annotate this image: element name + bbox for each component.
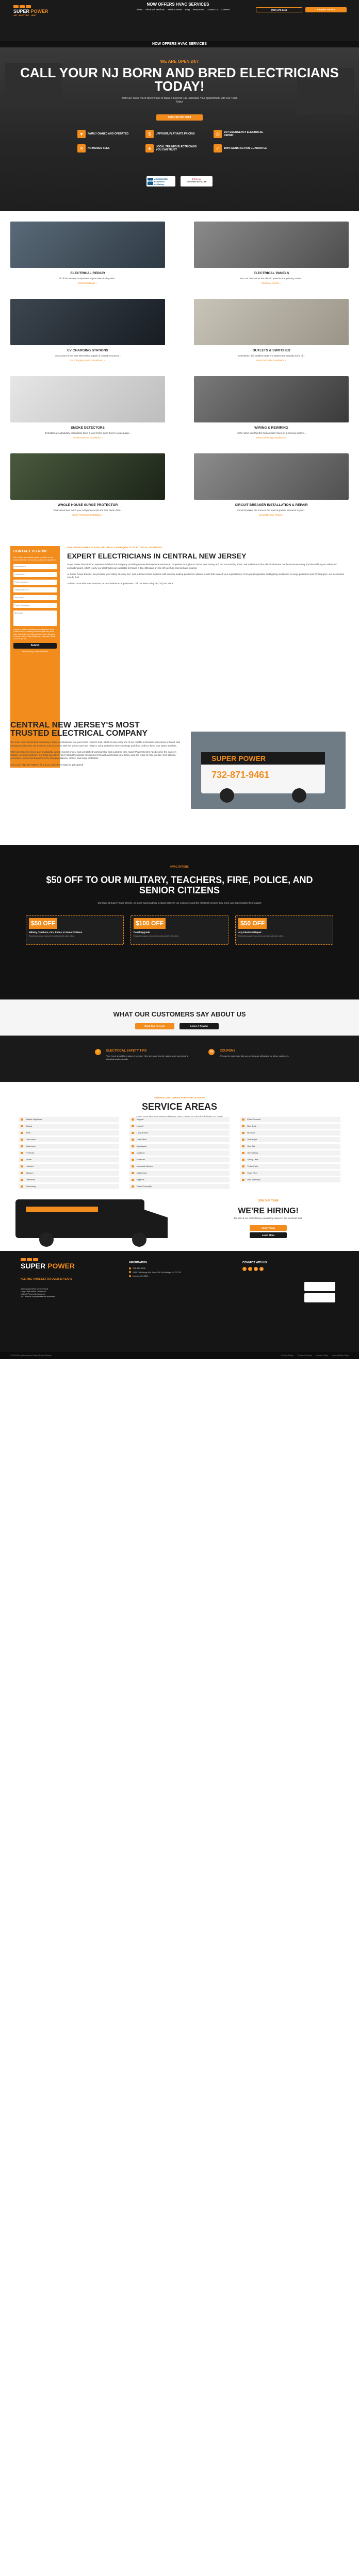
logo-tagline: AIR · ELECTRIC · HEAT	[13, 14, 37, 16]
service-card[interactable]	[194, 453, 349, 517]
service-area-item[interactable]: Lakewood	[19, 1177, 119, 1182]
hero-tag: WE ARE OPEN 24/7	[160, 59, 199, 64]
zip-field[interactable]: Zip Code *	[13, 595, 57, 600]
service-card[interactable]	[10, 453, 165, 517]
accessibility-link[interactable]: Accessibility Policy	[332, 1354, 349, 1357]
footer-phone[interactable]: 732-497-4005	[129, 1267, 181, 1270]
service-area-item[interactable]: Toms River	[240, 1171, 340, 1176]
flame-icon	[13, 5, 19, 8]
service-link[interactable]: EV Charging Station Installation »	[70, 359, 105, 362]
service-desc: Think about how much your cell phone costs and then think of the...	[53, 509, 123, 512]
service-area-item[interactable]: Spring Lake	[240, 1157, 340, 1162]
service-area-item[interactable]: Sea Girt	[240, 1144, 340, 1149]
service-area-item[interactable]: Holmdel	[19, 1164, 119, 1169]
service-area-item[interactable]: Rosenberg	[19, 1184, 119, 1189]
service-area-item[interactable]: Red Bank	[240, 1124, 340, 1129]
feature-label: FAMILY OWNED AND OPERATED	[88, 132, 129, 135]
service-area-item[interactable]: Sea Bright	[240, 1137, 340, 1142]
nav-about[interactable]: About	[136, 8, 143, 11]
service-desc: You can think about the electric panel as the primary center...	[240, 277, 303, 280]
service-area-item[interactable]: Monmouth Beach	[129, 1164, 230, 1169]
service-area-item[interactable]: Colts Neck	[19, 1137, 119, 1142]
service-link[interactable]: Surge Protection Installation »	[72, 514, 104, 517]
tip-desc: Your home should be a place of comfort. Here are some tips for making sure your home's electrical system is safe.	[106, 1055, 188, 1060]
service-area-item[interactable]: Matawan	[129, 1157, 230, 1162]
electrician-photo	[10, 222, 165, 268]
expert-section	[67, 546, 346, 586]
service-card[interactable]	[194, 222, 349, 285]
expert-paragraph: At Super Power Electric, we prioritize your safety at every turn, and put time-tested methods with industry-leading products to deliver results that exceed your expectations. From panel upgrades and lighting installation to surge protectors and EV chargers, our electricians can do it all.	[67, 572, 345, 579]
svg-text:SUPER POWER: SUPER POWER	[211, 754, 266, 762]
service-area-item[interactable]: Wall Township	[240, 1177, 340, 1182]
areas-title: SERVICE AREAS	[141, 1101, 218, 1112]
footer-info	[129, 1261, 181, 1278]
surge-protector-photo	[10, 453, 165, 500]
service-desc: All of the various components in your electrical system...	[58, 277, 117, 280]
linkedin-icon[interactable]: in	[248, 1267, 252, 1271]
feature-item	[77, 144, 145, 152]
feature-label: NO HIDDEN FEES	[88, 147, 110, 150]
footer-bullet: 100% guaranteed service result	[21, 1288, 48, 1290]
service-title: OUTLETS & SWITCHES	[252, 349, 290, 352]
power-company-select[interactable]: Power Company	[13, 603, 57, 608]
clock-icon: ◷	[214, 130, 222, 138]
wiring-photo	[194, 376, 349, 422]
cookie-link[interactable]: Cookie Policy	[316, 1354, 329, 1357]
youtube-icon[interactable]: yt	[259, 1267, 264, 1271]
feature-label: 24/7 EMERGENCY ELECTRICAL REPAIR	[224, 131, 264, 137]
logo-word-2: POWER	[47, 1262, 75, 1270]
trusted-section	[10, 716, 349, 780]
privacy-links[interactable]: Privacy Policy | Terms of Service	[22, 651, 48, 653]
instagram-icon[interactable]: ig	[254, 1267, 258, 1271]
hero-title: CALL YOUR NJ BORN AND BRED ELECTRICIANS TODAY!	[20, 65, 339, 94]
service-card[interactable]	[10, 376, 165, 440]
learn-more-button[interactable]: Learn More	[250, 1232, 287, 1238]
hiring-section	[0, 1189, 359, 1251]
service-desc: Sometimes, the smallest parts of a system are actually some of...	[238, 354, 305, 358]
expert-paragraph: To learn more about our services, or to schedule an appointment, call our team today at (732) 697-9908.	[67, 582, 174, 585]
feature-label: 100% SATISFACTION GUARANTEE	[224, 147, 267, 150]
service-area-item[interactable]: Shrewsbury	[240, 1150, 340, 1156]
hiring-tag: JOIN OUR TEAM	[258, 1199, 279, 1202]
service-area-item[interactable]: Middletown	[129, 1171, 230, 1176]
coupon-amount: $50 OFF	[238, 918, 267, 929]
top-bar	[0, 0, 359, 41]
service-link[interactable]: Electrical Panels »	[262, 282, 281, 285]
service-area-item[interactable]: Neptune	[129, 1177, 230, 1182]
discount-tag: HVAC OFFERS	[170, 866, 189, 869]
reviews-section	[0, 999, 359, 1036]
feature-label: UPFRONT, FLAT RATE PRICING	[156, 132, 195, 135]
check-badge-icon: ✓	[214, 144, 222, 152]
bbb-rating: A+ Rating	[154, 182, 164, 185]
service-link[interactable]: Electrical Outlet Installation »	[256, 359, 287, 362]
snowflake-icon	[26, 5, 31, 8]
circuit-breaker-photo	[194, 453, 349, 500]
nav-blog[interactable]: Blog	[185, 8, 190, 11]
logo-word-1: SUPER	[13, 9, 30, 14]
service-link[interactable]: Electrical Wiring Installation »	[256, 436, 287, 439]
discount-section	[0, 845, 359, 999]
form-heading: CONTACT US NOW	[13, 550, 47, 553]
footer-bbb-badge[interactable]	[304, 1293, 335, 1302]
license-icon	[129, 1275, 131, 1277]
leave-review-button[interactable]: Leave A Review	[180, 1023, 219, 1029]
tip-card[interactable]	[209, 1046, 309, 1072]
tip-card[interactable]	[95, 1046, 196, 1072]
map-pin-icon	[129, 1271, 131, 1273]
footer-badges	[304, 1282, 340, 1304]
discount-desc: Our team at Super Power Electric, we don't want anything to stand between our customers and the electrical services they need, and that includes their budget!	[97, 902, 262, 904]
read-reviews-button[interactable]: Read Our Reviews	[135, 1023, 174, 1029]
terms-link[interactable]: Terms of Service	[297, 1354, 313, 1357]
footer-bullet: Larger Alternative List Leader	[21, 1291, 46, 1293]
privacy-link[interactable]: Privacy Policy	[281, 1354, 293, 1357]
snowflake-icon	[33, 1258, 38, 1261]
facebook-icon[interactable]: f	[242, 1267, 247, 1271]
message-field[interactable]: Message	[13, 611, 57, 626]
areas-tag: SERVING CUSTOMERS FOR OVER 20 YEARS	[154, 1096, 205, 1099]
hero-section	[0, 47, 359, 211]
consent-checkbox[interactable]: I agree to receive marketing messaging from Super Power Electric, including text messages and phone calls. Consent is not required to purchase. Message frequency varies. Msg & data rates may apply. Reply STOP to opt out.	[13, 628, 56, 640]
request-service-button[interactable]: Request Service	[305, 7, 347, 12]
hero-features	[77, 130, 282, 152]
trusted-paragraph: Call us at (732) 697-9908 or fill out our online form today to get started!	[10, 763, 84, 766]
bbb-badge[interactable]	[146, 176, 175, 187]
service-desc: In the same way that the human body relies on a nervous system...	[237, 432, 306, 435]
price-tag-icon: $	[145, 130, 154, 138]
coupon-title: Panel Upgrade	[134, 930, 150, 934]
last-name-field[interactable]: Last Name *	[13, 572, 57, 577]
footer-info-heading: INFORMATION	[129, 1261, 147, 1264]
nav-careers[interactable]: Careers	[221, 8, 230, 11]
coupon-title: Military, Teachers, Fire, Police, & Senior Citizens	[29, 930, 83, 934]
service-area-item[interactable]: Atlantic Highlands	[19, 1117, 119, 1122]
bbb-seal-icon: BBB	[148, 178, 153, 185]
service-card[interactable]	[194, 376, 349, 440]
nav-electrical-services[interactable]: Electrical Services	[145, 8, 165, 11]
service-area-item[interactable]: Manalapan	[129, 1144, 230, 1149]
service-area-item[interactable]: Freehold	[19, 1150, 119, 1156]
feature-item	[214, 130, 282, 138]
coupon-note: Restrictions apply. Cannot be combined with other offers.	[29, 935, 75, 938]
service-link[interactable]: Circuit Breaker Repair »	[258, 514, 284, 517]
feature-item	[214, 144, 282, 152]
technician-icon: ★	[145, 144, 154, 152]
coupon-note: Restrictions apply. Cannot be combined with other offers.	[238, 935, 284, 938]
expert-title: EXPERT ELECTRICIANS IN CENTRAL NEW JERSEY	[67, 552, 247, 561]
footer	[0, 1251, 359, 1359]
service-area-item[interactable]: Keyport	[129, 1117, 230, 1122]
nav-resources[interactable]: Resources	[192, 8, 204, 11]
service-title: ELECTRICAL REPAIR	[70, 272, 105, 275]
submit-button[interactable]: Submit	[13, 643, 57, 649]
service-title: WIRING & REWIRING	[254, 426, 288, 430]
service-area-item[interactable]: Brick	[19, 1130, 119, 1136]
coupon-amount: $100 OFF	[134, 918, 166, 929]
service-area-item[interactable]: Little Silver	[129, 1137, 230, 1142]
service-area-item[interactable]: Marlboro	[129, 1150, 230, 1156]
bolt-icon	[20, 5, 25, 8]
panel-photo	[194, 222, 349, 268]
footer-bullet: Upfront Pricing No Surprises	[21, 1293, 46, 1295]
ev-charger-photo	[10, 299, 165, 345]
flame-icon	[21, 1258, 26, 1261]
service-area-item[interactable]: Lincroft	[129, 1124, 230, 1129]
no-fees-icon: ✕	[77, 144, 86, 152]
footer-bullets	[21, 1288, 83, 1298]
service-link[interactable]: Smoke Detector Installation »	[72, 436, 103, 439]
areas-grid	[19, 1117, 340, 1189]
coupon-note: Restrictions apply. Cannot be combined with other offers.	[134, 935, 180, 938]
truck-photo	[191, 732, 346, 809]
footer-logo[interactable]	[21, 1258, 75, 1269]
trusted-paragraph: With fast response times, 24/7 availability, upfront honest prices, and unmatched workmanship and customer care, Super Power Electric has become the name in reliable electrical solutions. Our local specialists have helped thousands of customers throughout Central New Jersey and are ready to help you too, from lighting, generators, and circuit breakers to EV charging stations, outlets, and surge protectors.	[10, 750, 176, 760]
top-promo	[119, 2, 237, 7]
phone-field[interactable]: Phone Number *	[13, 580, 57, 585]
trusted-paragraph: Our team understands that exercising a service professional into your home requires trust, which is why every one of our reliable technicians is licensed, insured, and background checked. We treat you and your home with the utmost care and respect, using protective shoe coverings and drop cloths to keep your space spotless.	[10, 741, 180, 747]
bbb-label: ACCREDITED BUSINESS	[154, 177, 168, 183]
feature-item	[145, 130, 214, 138]
nav-service-areas[interactable]: Service Areas	[167, 8, 182, 11]
service-title: WHOLE HOUSE SURGE PROTECTOR	[57, 503, 118, 507]
service-card[interactable]	[10, 299, 165, 363]
service-area-item[interactable]: Jackson	[19, 1171, 119, 1176]
logo-word-1: SUPER	[21, 1262, 46, 1270]
feature-label: LOCAL TRAINED ELECTRICIANS YOU CAN TRUST	[156, 145, 197, 151]
tesla-label: TESLA	[191, 178, 202, 180]
hvac-banner: NOW OFFERS HVAC SERVICES	[0, 41, 359, 47]
site-logo[interactable]	[13, 5, 48, 16]
coupon-title: Any Electrical Repair	[238, 930, 262, 934]
smoke-detector-photo	[10, 376, 165, 422]
tip-title: COUPONS	[220, 1049, 236, 1053]
footer-license: License #013603	[129, 1275, 181, 1278]
service-area-item[interactable]: Rumson	[240, 1130, 340, 1136]
form-description: Fill out the form below and a member of our team will reach out to you as soon as possible!	[13, 555, 56, 562]
coupon-amount: $50 OFF	[29, 918, 57, 929]
service-title: ELECTRICAL PANELS	[253, 272, 289, 275]
phone-icon	[129, 1267, 131, 1269]
footer-bullet: 24/7 electric complete service available	[21, 1296, 55, 1298]
footer-headline: HELPING FAMILIES FOR OVER 20 YEARS	[21, 1278, 72, 1281]
coupon-card[interactable]	[130, 915, 229, 945]
service-area-item[interactable]: Point Pleasant	[240, 1117, 340, 1122]
service-area-item[interactable]: Ocean Township	[129, 1184, 230, 1189]
coupon-icon: %	[208, 1049, 215, 1055]
outlet-photo	[194, 299, 349, 345]
copyright-text: © 2023 All rights reserved Super Power Electric	[10, 1354, 52, 1357]
truck-phone-text: 732-871-9461	[211, 770, 270, 780]
service-title: EV CHARGING STATIONS	[67, 349, 108, 352]
hero-call-button[interactable]: Call (732) 697-9908	[156, 114, 203, 121]
nav-contact[interactable]: Contact Us	[207, 8, 219, 11]
logo-word-2: POWER	[30, 9, 48, 14]
expert-tag: OUR SUPER POWER IS SAFE, RELIABLE & HIGH-QUALITY ELECTRICAL SOLUTIONS	[67, 546, 162, 549]
tesla-sublabel: CERTIFIED INSTALLER	[186, 180, 207, 183]
apply-button[interactable]: Apply Today	[250, 1225, 287, 1231]
van-illustration	[10, 1189, 181, 1251]
service-desc: On account of the ever-decreasing supply of natural resources...	[54, 354, 121, 358]
footer-address[interactable]: 2165 Old Bridge Rd, Suite 300 Old Bridge, NJ 07733	[129, 1271, 181, 1274]
tesla-badge	[181, 176, 213, 187]
trust-badges	[119, 176, 240, 187]
service-area-item[interactable]: Hazlet	[19, 1157, 119, 1162]
copyright-bar	[0, 1352, 359, 1359]
footer-tesla-badge	[304, 1282, 335, 1291]
coupon-card[interactable]	[235, 915, 333, 945]
hiring-title: WE'RE HIRING!	[238, 1207, 299, 1215]
service-area-item[interactable]: Belmar	[19, 1124, 119, 1129]
footer-social-heading: CONNECT WITH US	[242, 1261, 267, 1264]
service-area-item[interactable]: Eatontown	[19, 1144, 119, 1149]
reviews-title: WHAT OUR CUSTOMERS SAY ABOUT US	[113, 1010, 246, 1018]
bolt-icon	[27, 1258, 32, 1261]
coupon-card[interactable]	[26, 915, 124, 945]
service-link[interactable]: Electrical Repair »	[78, 282, 97, 285]
service-area-item[interactable]: Tinton Falls	[240, 1164, 340, 1169]
footer-social	[242, 1261, 267, 1271]
feature-item	[145, 144, 214, 152]
truck-illustration	[191, 732, 346, 809]
expert-paragraph: Super Power Electric is an experienced electrical company providing unmatched electrical services to properties throughout Central New Jersey and the surrounding areas. We understand that electrical issues can be nerve-wracking and also affect your safety and comfort indoors, which is why our electricians are available 24 hours a day, 365 days a year. We are fully licensed and insured.	[67, 563, 337, 569]
promo-text: NOW OFFERS HVAC SERVICES	[146, 2, 209, 7]
tip-title: ELECTRICAL SAFETY TIPS	[106, 1049, 147, 1053]
service-desc: Circuit breakers are some of the most important elements in your...	[237, 509, 306, 512]
hiring-desc: Be part of our team! Bring a rewarding career in the electrical field.	[234, 1217, 303, 1219]
service-title: SMOKE DETECTORS	[71, 426, 105, 430]
trusted-tag: NJ - TRUST IN SUPER POWER ELECTRIC	[10, 716, 57, 719]
service-title: CIRCUIT BREAKER INSTALLATION & REPAIR	[235, 503, 308, 507]
discount-title: $50 OFF TO OUR MILITARY, TEACHERS, FIRE, POLICE, AND SENIOR CITIZENS	[46, 875, 313, 895]
tips-section	[0, 1036, 359, 1082]
first-name-field[interactable]: First Name *	[13, 564, 57, 569]
main-nav	[119, 8, 248, 11]
lightbulb-icon: ⚡	[95, 1049, 101, 1055]
email-field[interactable]: Email Address *	[13, 587, 57, 592]
trusted-title: CENTRAL NEW JERSEY'S MOST TRUSTED ELECTRICAL COMPANY	[10, 721, 148, 738]
tip-desc: We want to make sure that our services are affordable for all our customers.	[220, 1055, 289, 1058]
service-desc: Detectors are absolutely essential to have in your home since they're a safeguard...	[45, 432, 130, 435]
service-card[interactable]	[10, 222, 165, 285]
service-card[interactable]	[194, 299, 349, 363]
feature-item	[77, 130, 145, 138]
family-icon: ♥	[77, 130, 86, 138]
service-areas-section	[0, 1096, 359, 1188]
hero-description: With Our Team, You'll Never Have to Make a Second Call. Schedule Your Appointment with Our Team Today!	[121, 97, 238, 104]
header-phone-button[interactable]: (732) 471-9461	[256, 7, 302, 12]
service-area-item[interactable]: Long Branch	[129, 1130, 230, 1136]
